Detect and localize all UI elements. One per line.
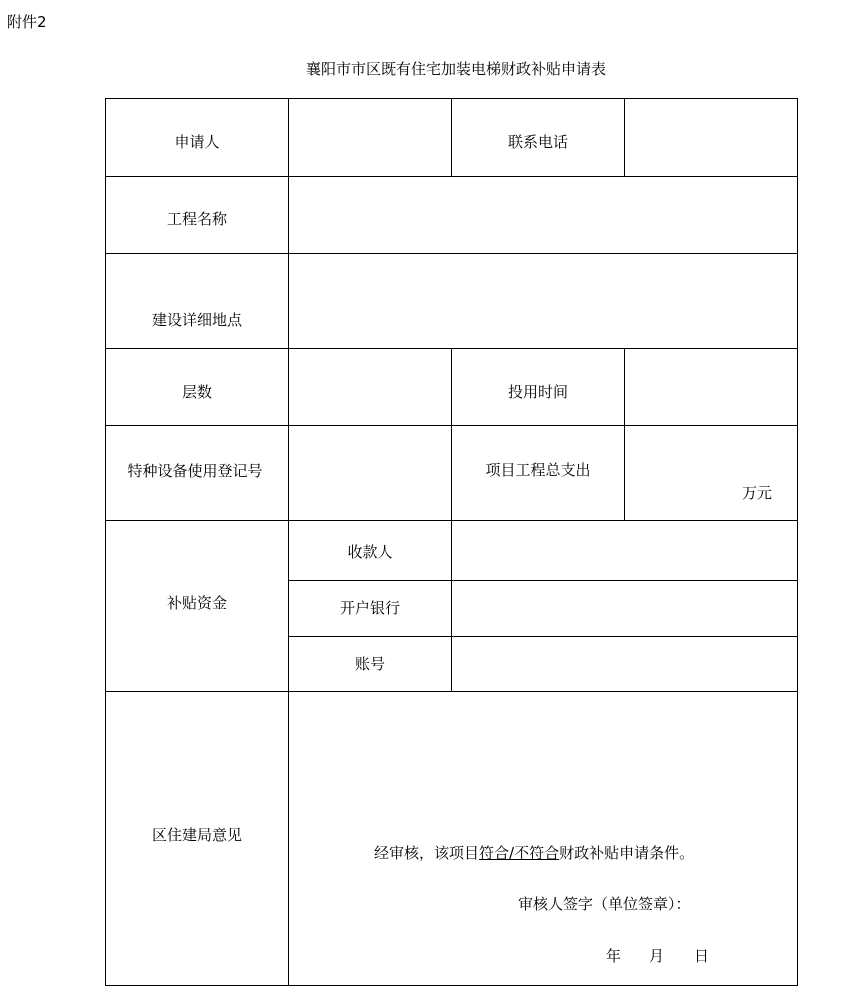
phone-label: 联系电话 (507, 133, 568, 151)
payee-input[interactable] (451, 520, 798, 581)
payee-label: 收款人 (347, 543, 393, 561)
form-title: 襄阳市市区既有住宅加装电梯财政补贴申请表 (306, 60, 607, 78)
subsidy-section-label-cell (105, 520, 289, 692)
bank-input[interactable] (451, 580, 798, 637)
payee-label-cell (288, 520, 452, 581)
account-label-cell (288, 636, 452, 692)
date-year-label: 年 (606, 947, 622, 965)
review-option-separator: / (509, 844, 515, 862)
total-expense-label-cell (451, 425, 625, 521)
project-name-label: 工程名称 (166, 210, 227, 228)
date-month-label: 月 (649, 947, 665, 965)
registration-no-label: 特种设备使用登记号 (127, 462, 263, 480)
address-label: 建设详细地点 (151, 311, 242, 329)
total-expense-unit: 万元 (742, 484, 773, 502)
subsidy-section-label: 补贴资金 (166, 594, 227, 612)
review-section-label: 区住建局意见 (151, 826, 242, 844)
account-label: 账号 (354, 655, 385, 673)
date-day-label: 日 (694, 947, 710, 965)
floors-input[interactable] (288, 348, 452, 426)
attachment-label: 附件2 (7, 13, 47, 31)
bank-label: 开户银行 (339, 599, 400, 617)
application-form-table (105, 98, 798, 986)
bank-label-cell (288, 580, 452, 637)
floors-label-cell (105, 348, 289, 426)
account-input[interactable] (451, 636, 798, 692)
review-opinion-cell (288, 691, 798, 986)
applicant-label: 申请人 (174, 133, 220, 151)
address-label-cell (105, 253, 289, 349)
review-option-not-meets[interactable]: 不符合 (514, 844, 560, 862)
project-name-label-cell (105, 176, 289, 254)
registration-no-input[interactable] (288, 425, 452, 521)
address-input[interactable] (288, 253, 798, 349)
registration-no-label-cell (105, 425, 289, 521)
review-section-label-cell (105, 691, 289, 986)
in-service-time-input[interactable] (624, 348, 798, 426)
review-statement (374, 842, 694, 863)
phone-input[interactable] (624, 98, 798, 177)
project-name-input[interactable] (288, 176, 798, 254)
phone-label-cell (451, 98, 625, 177)
reviewer-signature-label: 审核人签字（单位签章）： (518, 895, 691, 913)
applicant-label-cell (105, 98, 289, 177)
applicant-input[interactable] (288, 98, 452, 177)
floors-label: 层数 (181, 383, 212, 401)
review-statement-suffix: 财政补贴申请条件。 (559, 844, 695, 862)
review-statement-prefix: 经审核，该项目 (374, 844, 480, 862)
in-service-time-label-cell (451, 348, 625, 426)
in-service-time-label: 投用时间 (507, 383, 568, 401)
total-expense-label: 项目工程总支出 (485, 461, 591, 479)
total-expense-input[interactable] (624, 425, 798, 521)
review-option-meets[interactable]: 符合 (479, 844, 510, 862)
